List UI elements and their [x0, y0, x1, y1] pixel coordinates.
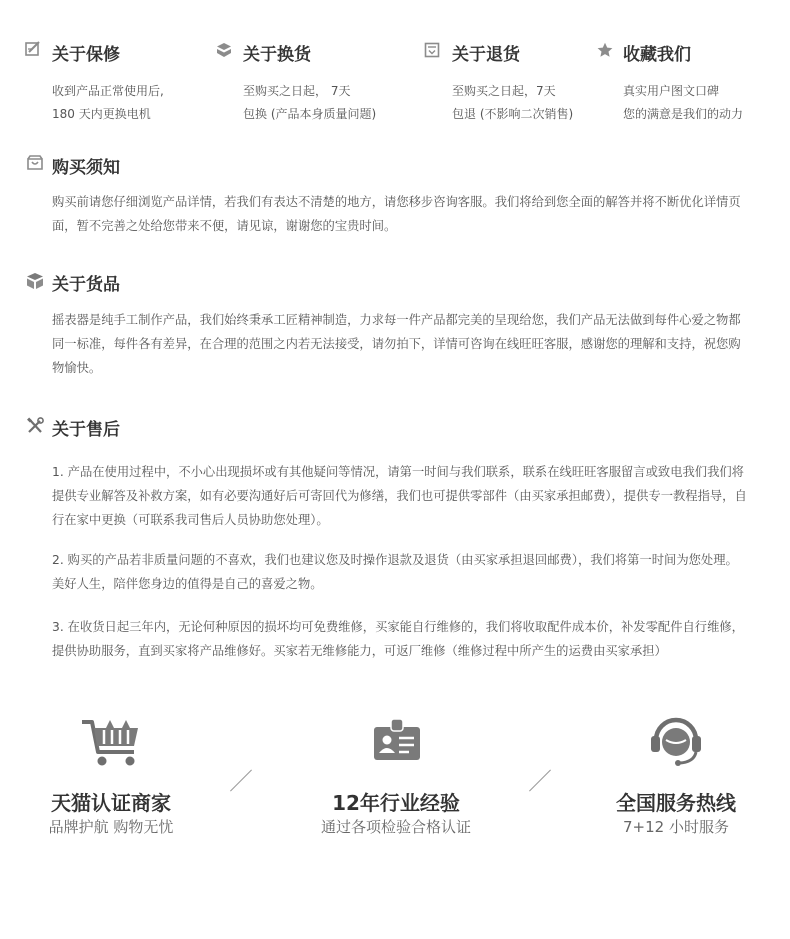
tools-icon — [26, 417, 44, 435]
box-icon — [26, 272, 44, 290]
feature-title: 关于换货 — [243, 45, 311, 65]
section-body: 购买前请您仔细浏览产品详情，若我们有表达不清楚的地方，请您移步咨询客服。我们将给到您全面的解答并将不断优化详情页面，暂不完善之处给您带来不便，请见谅，谢谢您的宝贵时间。 — [52, 195, 741, 233]
badge-subtitle: 通过各项检验合格认证 — [320, 818, 471, 836]
feature-desc-line: 包换 (产品本身质量问题) — [243, 107, 377, 121]
feature-desc-line: 至购买之日起，7天 — [452, 84, 556, 98]
star-icon[interactable] — [597, 42, 613, 58]
cube-exchange-icon — [216, 42, 232, 58]
section-title: 关于货品 — [52, 275, 120, 295]
feature-desc-line: 您的满意是我们的动力 — [623, 107, 744, 121]
return-box-icon — [424, 42, 440, 58]
shopping-bag-icon — [26, 154, 44, 172]
badge-title: 天猫认证商家 — [51, 791, 171, 815]
aftersale-item: 1. 产品在使用过程中，不小心出现损坏或有其他疑问等情况，请第一时间与我们联系，联系在线旺旺客服留言或致电我们我们将提供专业解答及补救方案，如有必要沟通好后可寄回代为修缮，我们也可提供零部件（由买家承担邮费），提供专一教程指导，自行在家中更换（可联系我司售后人员协助您处理）。 — [52, 465, 747, 527]
section-title: 购买须知 — [52, 158, 120, 178]
feature-title[interactable]: 收藏我们 — [623, 45, 691, 65]
feature-desc-line: 包退 (不影响二次销售) — [452, 107, 574, 121]
aftersale-item: 3. 在收货日起三年内，无论何种原因的损坏均可免费维修，买家能自行维修的，我们将收取配件成本价，补发零配件自行维修，提供协助服务，直到买家将产品维修好。买家若无维修能力，可返厂维修（维修过程中所产生的运费由买家承担） — [52, 620, 744, 658]
feature-title: 关于保修 — [52, 45, 120, 65]
badge-title: 12年行业经验 — [332, 791, 460, 815]
divider-slash — [529, 770, 551, 792]
badge-subtitle: 7+12 小时服务 — [623, 818, 729, 836]
feature-title: 关于退货 — [452, 45, 520, 65]
id-card-icon — [373, 718, 421, 762]
pencil-note-icon — [25, 41, 41, 57]
badge-subtitle: 品牌护航 购物无忧 — [48, 818, 174, 836]
shopping-cart-icon — [80, 716, 142, 768]
feature-desc-line: 真实用户图文口碑 — [623, 84, 720, 98]
feature-desc-line: 180 天内更换电机 — [52, 107, 151, 121]
section-body: 摇表器是纯手工制作产品，我们始终秉承工匠精神制造，力求每一件产品都完美的呈现给您，我们产品无法做到每件心爱之物都同一标准，每件各有差异，在合理的范围之内若无法接受，请勿拍下，详情可咨询在线旺旺客服，感谢您的理解和支持，祝您购物愉快。 — [52, 313, 741, 375]
divider-slash — [230, 770, 252, 792]
badge-title: 全国服务热线 — [616, 791, 736, 815]
aftersale-item: 2. 购买的产品若非质量问题的不喜欢，我们也建议您及时操作退款及退货（由买家承担退回邮费），我们将第一时间为您处理。美好人生，陪伴您身边的值得是自己的喜爱之物。 — [52, 553, 738, 591]
headset-icon — [650, 716, 702, 768]
section-title: 关于售后 — [52, 420, 120, 440]
feature-desc-line: 至购买之日起， 7天 — [243, 84, 351, 98]
feature-desc-line: 收到产品正常使用后, — [52, 84, 164, 98]
